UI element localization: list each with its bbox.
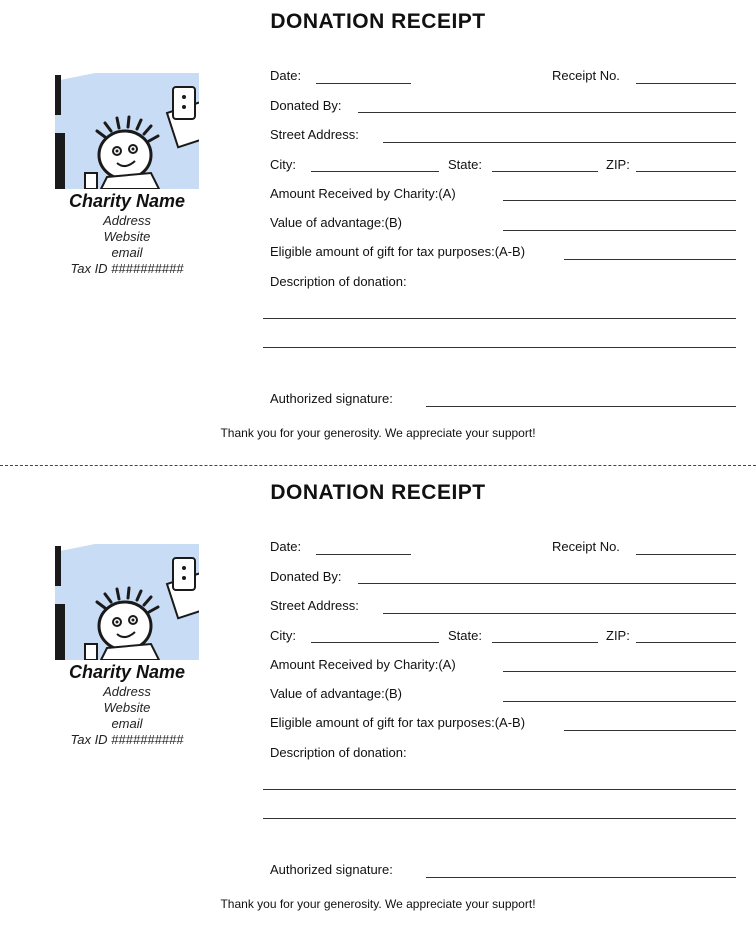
amount-received-line[interactable] [503, 200, 736, 201]
city-line[interactable] [311, 642, 439, 643]
donation-receipt-2 [0, 471, 756, 931]
state-line[interactable] [492, 642, 598, 643]
description-line-1[interactable] [263, 789, 736, 790]
street-address-line[interactable] [383, 142, 736, 143]
zip-label: ZIP: [606, 157, 630, 172]
street-address-label: Street Address: [270, 127, 359, 142]
receipt-no-line[interactable] [636, 83, 736, 84]
description-line-1[interactable] [263, 318, 736, 319]
charity-logo [55, 73, 199, 189]
street-address-label: Street Address: [270, 598, 359, 613]
zip-label: ZIP: [606, 628, 630, 643]
city-label: City: [270, 628, 296, 643]
cut-line [0, 465, 756, 466]
signature-line[interactable] [426, 877, 736, 878]
cartoon-kid-icon [55, 544, 199, 660]
charity-tax-id: Tax ID ########## [70, 732, 184, 747]
charity-address: Address [103, 684, 151, 699]
street-address-line[interactable] [383, 613, 736, 614]
eligible-amount-line[interactable] [564, 259, 736, 260]
charity-tax-id: Tax ID ########## [70, 261, 184, 276]
charity-name: Charity Name [68, 662, 186, 682]
receipt-no-label: Receipt No. [552, 539, 620, 554]
amount-received-label: Amount Received by Charity:(A) [270, 657, 456, 672]
date-line[interactable] [316, 554, 411, 555]
eligible-amount-label: Eligible amount of gift for tax purposes:(A-B) [270, 244, 526, 259]
charity-email: email [111, 716, 143, 731]
date-label: Date: [270, 68, 302, 83]
charity-logo [55, 544, 199, 660]
charity-website: Website [103, 229, 151, 244]
signature-line[interactable] [426, 406, 736, 407]
cartoon-kid-icon [55, 73, 199, 189]
eligible-amount-line[interactable] [564, 730, 736, 731]
receipt-no-line[interactable] [636, 554, 736, 555]
thank-you-message: Thank you for your generosity. We appreciate your support! [220, 426, 536, 440]
value-advantage-label: Value of advantage:(B) [270, 686, 403, 701]
state-line[interactable] [492, 171, 598, 172]
state-label: State: [448, 628, 482, 643]
amount-received-label: Amount Received by Charity:(A) [270, 186, 456, 201]
receipt-no-label: Receipt No. [552, 68, 620, 83]
charity-website: Website [103, 700, 151, 715]
charity-name: Charity Name [68, 191, 186, 211]
signature-label: Authorized signature: [270, 862, 393, 877]
zip-line[interactable] [636, 171, 736, 172]
receipt-title: DONATION RECEIPT [270, 481, 486, 504]
charity-email: email [111, 245, 143, 260]
date-label: Date: [270, 539, 302, 554]
charity-info [50, 660, 204, 748]
description-line-2[interactable] [263, 347, 736, 348]
date-line[interactable] [316, 83, 411, 84]
donated-by-line[interactable] [358, 583, 736, 584]
donation-receipt-1 [0, 0, 756, 460]
description-label: Description of donation: [270, 274, 407, 289]
description-label: Description of donation: [270, 745, 407, 760]
zip-line[interactable] [636, 642, 736, 643]
value-advantage-line[interactable] [503, 230, 736, 231]
donated-by-line[interactable] [358, 112, 736, 113]
value-advantage-line[interactable] [503, 701, 736, 702]
eligible-amount-label: Eligible amount of gift for tax purposes:(A-B) [270, 715, 526, 730]
value-advantage-label: Value of advantage:(B) [270, 215, 403, 230]
charity-address: Address [103, 213, 151, 228]
city-line[interactable] [311, 171, 439, 172]
state-label: State: [448, 157, 482, 172]
description-line-2[interactable] [263, 818, 736, 819]
thank-you-message: Thank you for your generosity. We appreciate your support! [220, 897, 536, 911]
donated-by-label: Donated By: [270, 98, 342, 113]
amount-received-line[interactable] [503, 671, 736, 672]
donated-by-label: Donated By: [270, 569, 342, 584]
signature-label: Authorized signature: [270, 391, 393, 406]
city-label: City: [270, 157, 296, 172]
charity-info [50, 189, 204, 277]
receipt-title: DONATION RECEIPT [270, 10, 486, 33]
